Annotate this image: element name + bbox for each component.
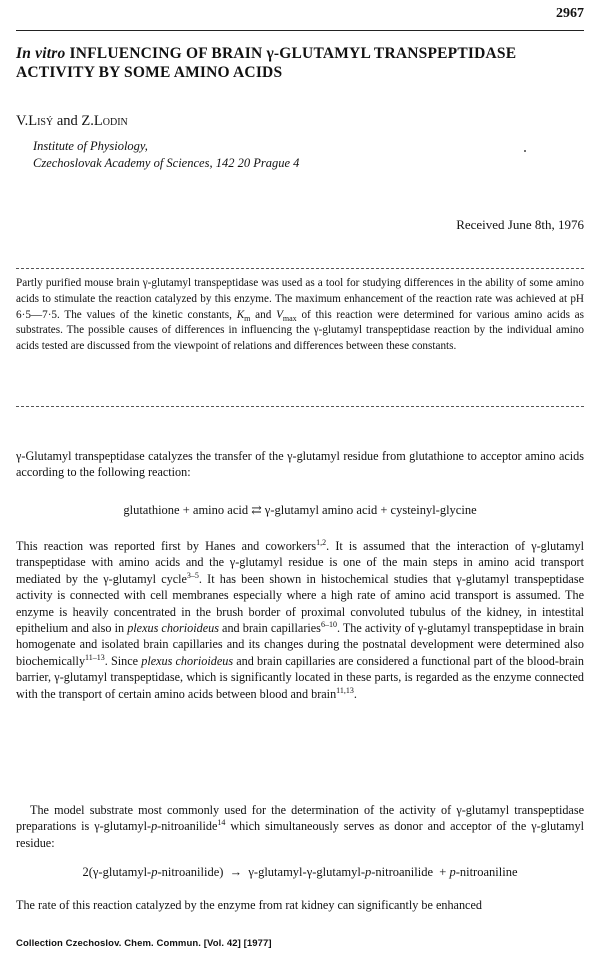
p2-text: and brain capillaries: [222, 621, 321, 636]
km-symbol: K: [236, 308, 245, 321]
abstract-and: and: [255, 308, 272, 321]
paragraph-3: [16, 802, 584, 851]
affiliation-line-1: Institute of Physiology,: [33, 139, 148, 153]
citation: 11,13: [336, 685, 354, 695]
eq2-text: -nitroanilide +: [371, 865, 447, 879]
speck-mark: [524, 150, 526, 152]
header-rule: [16, 30, 584, 31]
authors-and: and: [56, 113, 78, 129]
citation: 3–5: [186, 570, 199, 580]
p2-text: . It is assumed that the interaction of γ-glutamyl transpeptidase with amino acids and the γ-glutamyl residue is one of the main steps in amino acid transport mediated by the γ-glutamyl cycle: [16, 539, 584, 586]
paragraph-1: γ-Glutamyl transpeptidase catalyzes the transfer of the γ-glutamyl residue from glutathione to acceptor amino acids according to the following reaction:: [16, 449, 584, 480]
author2-initial: Z.: [81, 113, 94, 129]
citation: 14: [217, 818, 226, 828]
citation: 11–13: [85, 652, 105, 662]
p3-text: The model substrate most commonly used for the determination of the activity of γ-glutamyl transpeptidase preparations is γ-glutamyl-: [16, 803, 584, 834]
abstract-top-rule: [16, 268, 584, 269]
citation: 6–10: [320, 619, 337, 629]
p2-text: . It has been shown in histochemical studies that γ-glutamyl transpeptidase activity is connected with cell membranes especially where a high rate of amino acid transport is assumed. The enzyme is heavily concentrated in the brush border of proximal convoluted tubulus of the kidney, in intestital epithelium and also in: [16, 571, 584, 636]
affiliation: [33, 138, 299, 172]
p2-text: . The activity of γ-glutamyl transpeptidase in brain homogenate and isolated brain capillaries and its changes during the postnatal development were determined also biochemically: [16, 621, 585, 668]
italic-p: p: [449, 865, 456, 879]
abstract-bottom-rule: [16, 406, 584, 407]
received-date: Received June 8th, 1976: [456, 217, 584, 232]
page-number: 2967: [556, 6, 584, 21]
eq2-text: -nitroanilide) → γ-glutamyl-γ-glutamyl-: [157, 865, 365, 879]
italic-term: plexus chorioideus: [141, 653, 234, 668]
journal-footer: Collection Czechoslov. Chem. Commun. [Vol. 42] [1977]: [16, 938, 272, 949]
article-title: [16, 44, 584, 82]
km-subscript: m: [244, 313, 251, 323]
p2-text: . Since: [104, 653, 139, 668]
abstract-part-1: Partly purified mouse brain γ-glutamyl transpeptidase was used as a tool for studying differences in the ability of some amino acids to stimulate the reaction catalyzed by this enzyme. The maximum enhancement of the reaction rate was achieved at pH 6·5—7·5. The values of the kinetic constants,: [16, 277, 584, 321]
italic-term: plexus chorioideus: [127, 621, 219, 636]
authors: [16, 113, 128, 130]
p3-text: -nitroanilide: [157, 819, 218, 834]
title-lead: In vitro: [16, 45, 66, 62]
title-text: INFLUENCING OF BRAIN γ-GLUTAMYL TRANSPEPTIDASE ACTIVITY BY SOME AMINO ACIDS: [16, 45, 517, 81]
eq2-text: -nitroaniline: [455, 865, 518, 879]
p2-text: and brain capillaries are considered a functional part of the blood-brain barrier, γ-glutamyl transpeptidase, which is significantly located in these parts, is regarded as the enzyme connected with the transport of certain amino acids between blood and brain: [16, 653, 585, 701]
paragraph-2: [16, 538, 584, 702]
abstract: [16, 276, 584, 355]
equation-2: [0, 865, 600, 880]
author1-initial: V.: [16, 113, 29, 129]
citation: 1,2: [316, 537, 327, 547]
vmax-symbol: V: [276, 308, 283, 321]
italic-p: p: [151, 819, 158, 834]
equation-1: glutathione + amino acid ⇄ γ-glutamyl amino acid + cysteinyl-glycine: [123, 503, 477, 517]
eq2-text: 2(γ-glutamyl-: [82, 865, 152, 879]
italic-p: p: [151, 865, 158, 879]
author1-surname: Lisý: [28, 113, 54, 129]
p3-text: which simultaneously serves as donor and acceptor of the γ-glutamyl residue:: [16, 819, 585, 850]
abstract-part-2: of this reaction were determined for various amino acids as substrates. The possible causes of differences in influencing the γ-glutamyl transpeptidase reaction by the individual amino acids tested are discussed from the viewpoint of relations and differences between these constants.: [16, 308, 584, 353]
p2-text: This reaction was reported first by Hanes and coworkers: [16, 539, 317, 553]
author2-surname: Lodin: [93, 113, 128, 129]
italic-p: p: [364, 865, 372, 879]
vmax-subscript: max: [282, 313, 297, 323]
affiliation-line-2: Czechoslovak Academy of Sciences, 142 20 Prague 4: [33, 156, 300, 170]
p2-text: .: [353, 686, 357, 701]
paragraph-4: The rate of this reaction catalyzed by the enzyme from rat kidney can significantly be enhanced: [16, 898, 482, 912]
